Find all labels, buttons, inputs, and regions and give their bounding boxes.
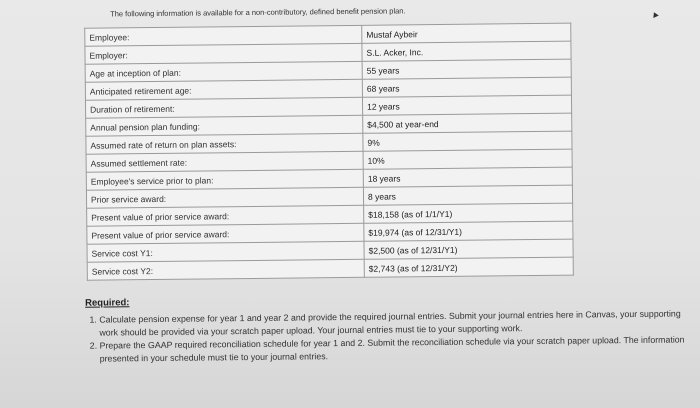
row-label: Service cost Y2: [87, 259, 364, 280]
required-item-2: 2. Prepare the GAAP required reconciliation schedule for year 1 and 2. Submit the reconciliation schedule via your scratch paper upload. The information presented in your schedule must tie to your journal entries. [99, 333, 699, 365]
required-list [79, 307, 700, 365]
row-value: 8 years [363, 185, 572, 205]
row-value: $2,500 (as of 12/31/Y1) [364, 239, 573, 259]
row-label: Present value of prior service award: [87, 205, 364, 226]
row-value: $18,158 (as of 1/1/Y1) [364, 203, 573, 223]
row-label: Prior service award: [86, 187, 363, 208]
row-label: Assumed settlement rate: [86, 151, 363, 172]
row-value: 18 years [363, 167, 572, 187]
row-label: Employer: [85, 43, 362, 64]
row-value: $19,974 (as of 12/31/Y1) [364, 221, 573, 241]
plan-info-table [84, 23, 574, 281]
table-row [87, 257, 573, 280]
row-value: 9% [363, 131, 572, 151]
row-label: Employee's service prior to plan: [86, 169, 363, 190]
row-label: Age at inception of plan: [85, 61, 362, 82]
row-value: 12 years [362, 95, 571, 115]
required-heading: Required: [85, 297, 130, 309]
row-value: $2,743 (as of 12/31/Y2) [364, 257, 573, 277]
row-value: S.L. Acker, Inc. [362, 41, 571, 61]
row-value: 10% [363, 149, 572, 169]
row-value: 68 years [362, 77, 571, 97]
row-label: Duration of retirement: [85, 97, 362, 118]
row-value: 55 years [362, 59, 571, 79]
row-label: Annual pension plan funding: [86, 115, 363, 136]
row-value: $4,500 at year-end [363, 113, 572, 133]
row-label: Present value of prior service award: [87, 223, 364, 244]
intro-text: The following information is available for a non-contributory, defined benefit pension plan. [110, 6, 406, 19]
row-label: Assumed rate of return on plan assets: [86, 133, 363, 154]
required-item-1: 1. Calculate pension expense for year 1 and year 2 and provide the required journal entries. Submit your journal entries here in Canvas, your supporting work should be provided via your scratch paper upload. Your journal entries must tie to your supporting work. [99, 307, 699, 339]
row-label: Anticipated retirement age: [85, 79, 362, 100]
document-sheet [58, 0, 685, 406]
row-value: Mustaf Aybeir [362, 23, 571, 43]
row-label: Employee: [85, 25, 362, 46]
row-label: Service cost Y1: [87, 241, 364, 262]
